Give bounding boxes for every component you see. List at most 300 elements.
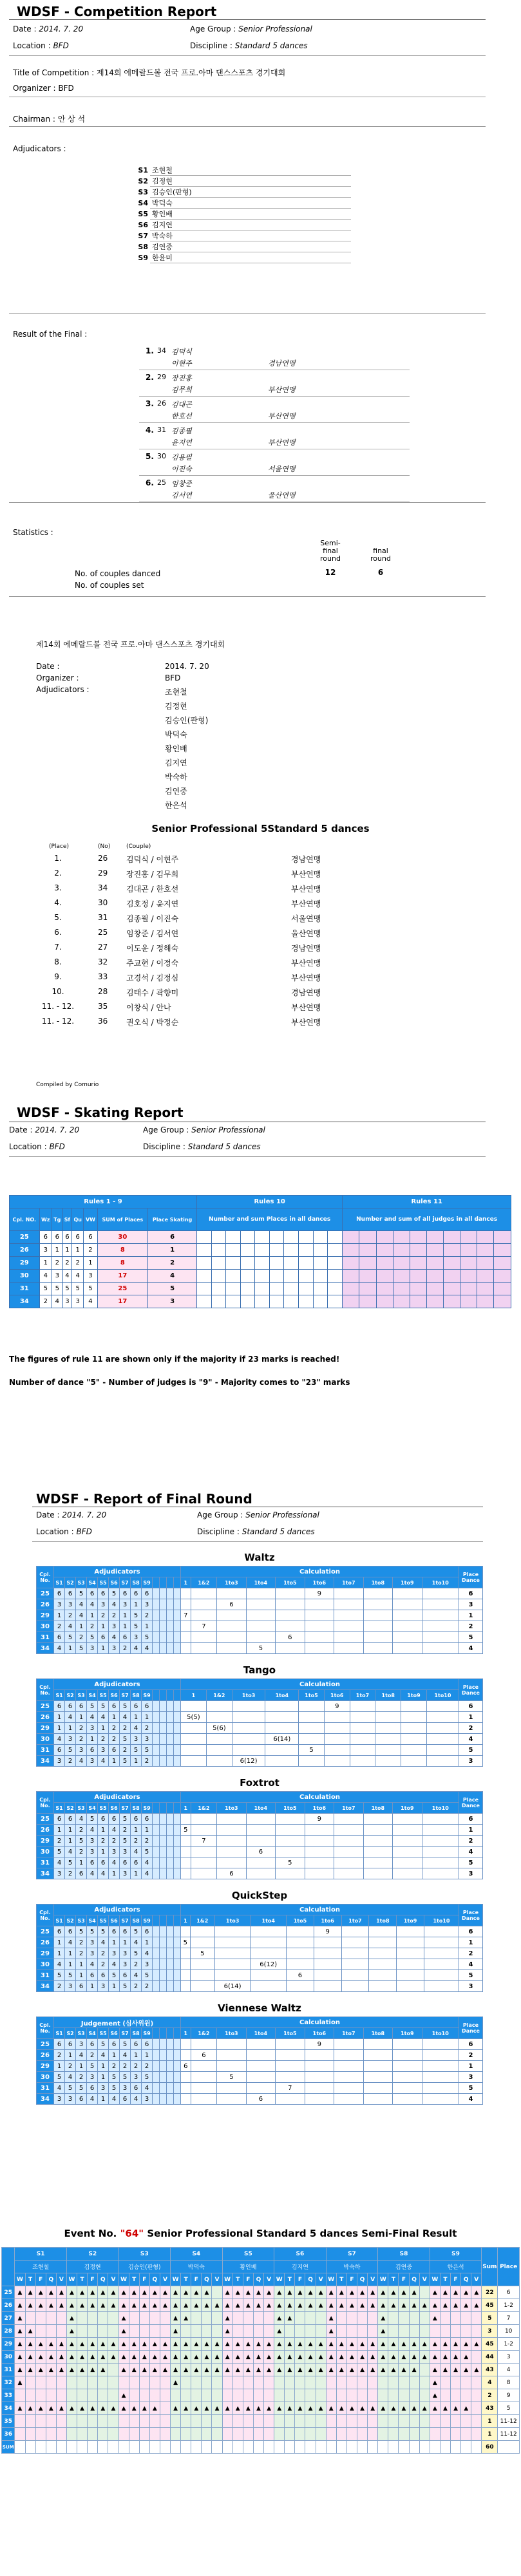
- skating-rule-cell: [269, 1257, 284, 1270]
- sf-mark: [316, 2389, 326, 2402]
- judge-mark: 6: [98, 1588, 109, 1599]
- sf-mark: [98, 2415, 108, 2428]
- sf-mark: ▲: [46, 2402, 56, 2415]
- sf-dance-letter: V: [160, 2273, 170, 2286]
- sf-mark: ▲: [25, 2325, 35, 2338]
- empty-cell: [174, 1745, 181, 1756]
- calc-cell: [299, 1701, 325, 1712]
- sf-mark: [108, 2415, 118, 2428]
- empty-cell: [153, 1836, 160, 1847]
- sf-mark: ▲: [222, 2299, 232, 2312]
- skating-rule-cell: [284, 1283, 299, 1295]
- sf-mark: [212, 2415, 222, 2428]
- sf-mark: [35, 2376, 46, 2389]
- sf-mark: [108, 2312, 118, 2325]
- sf-sum-cell: [88, 2441, 98, 2454]
- sf-mark: ▲: [129, 2299, 139, 2312]
- dance-place: 5: [459, 1857, 483, 1868]
- judge-mark: 2: [98, 1836, 109, 1847]
- sf-mark: ▲: [295, 2402, 305, 2415]
- judge-mark: 4: [131, 1937, 142, 1948]
- skating-rule-cell: [226, 1231, 241, 1244]
- judge-col-header: S3: [76, 1803, 87, 1814]
- judge-mark: 3: [54, 1868, 65, 1879]
- dance-row: [37, 1588, 483, 1599]
- results-row: [39, 987, 399, 1002]
- sf-mark: [202, 2415, 212, 2428]
- sf-mark: [336, 2376, 346, 2389]
- sf-mark: [357, 2415, 368, 2428]
- judge-mark: 2: [109, 1610, 120, 1621]
- empty-cell: [174, 1723, 181, 1734]
- sf-mark: ▲: [336, 2351, 346, 2364]
- calc-cell: [191, 1814, 217, 1825]
- results-number: 34: [98, 883, 108, 892]
- calc-cell: 7: [181, 1610, 191, 1621]
- sf-mark: ▲: [15, 2299, 25, 2312]
- skating-rule-cell: [298, 1257, 313, 1270]
- sf-sum-cell: [129, 2441, 139, 2454]
- dance-table: [36, 1678, 483, 1767]
- dance-row: [37, 1959, 483, 1970]
- results-couple: 김호정 / 윤지연: [126, 899, 179, 908]
- judge-col-header: S5: [98, 1915, 109, 1926]
- sf-mark: [108, 2428, 118, 2441]
- sf-mark: ▲: [409, 2299, 419, 2312]
- sf-dance-letter: W: [274, 2273, 285, 2286]
- sf-mark: [305, 2325, 316, 2338]
- skating-couple: 34: [10, 1295, 40, 1308]
- sf-mark: [202, 2428, 212, 2441]
- empty-cell: [160, 1959, 167, 1970]
- calc-cell: [393, 1825, 422, 1836]
- judge-mark: 4: [109, 1599, 120, 1610]
- dance-couple: 30: [37, 1959, 54, 1970]
- judge-mark: 1: [65, 1643, 76, 1654]
- location-value: BFD: [53, 41, 69, 50]
- dance-row: [37, 1632, 483, 1643]
- col-place-header: (Place): [49, 843, 69, 850]
- judge-col-header: S5: [98, 1690, 109, 1701]
- sf-mark: ▲: [202, 2364, 212, 2376]
- sf-mark: [409, 2389, 419, 2402]
- age-group: Age Group : Senior Professional: [190, 24, 312, 33]
- skating-rule-cell: [393, 1270, 410, 1283]
- sf-mark: ▲: [399, 2338, 409, 2351]
- sf-judge-code: S6: [274, 2248, 327, 2261]
- sf-mark: ▲: [46, 2364, 56, 2376]
- sf-dance-letter: F: [451, 2273, 461, 2286]
- calc-col-header: 1&2: [191, 1577, 217, 1588]
- judge-col-header: S3: [76, 1690, 87, 1701]
- sf-mark: ▲: [46, 2286, 56, 2299]
- sf-sum-cell: [160, 2441, 170, 2454]
- sf-mark: ▲: [409, 2364, 419, 2376]
- sf-mark: ▲: [98, 2286, 108, 2299]
- divider: [9, 596, 486, 597]
- empty-cell: [160, 1610, 167, 1621]
- stat-final-value: 6: [377, 568, 384, 577]
- sf-mark: ▲: [118, 2286, 129, 2299]
- sf-mark: ▲: [77, 2364, 88, 2376]
- sf-mark: ▲: [471, 2338, 482, 2351]
- sf-mark: [77, 2428, 88, 2441]
- calc-cell: [305, 1599, 334, 1610]
- skating-rule-cell: [298, 1295, 313, 1308]
- sf-dance-letter: V: [264, 2273, 274, 2286]
- sf-mark: [316, 2312, 326, 2325]
- results-number: 28: [98, 987, 108, 996]
- judge-mark: 6: [65, 2039, 76, 2050]
- sf-mark: ▲: [46, 2338, 56, 2351]
- sf-sum: 2: [482, 2389, 498, 2402]
- calc-cell: [363, 2083, 392, 2094]
- sf-mark: ▲: [171, 2312, 181, 2325]
- final-place: 1.: [146, 346, 154, 355]
- results-row: [39, 943, 399, 957]
- sf-mark: [253, 2428, 263, 2441]
- judge-mark: 1: [142, 1937, 153, 1948]
- sf-mark: ▲: [15, 2286, 25, 2299]
- calc-cell: 9: [305, 2039, 334, 2050]
- sf-mark: [171, 2415, 181, 2428]
- sf-mark: [181, 2389, 191, 2402]
- dance-title: Foxtrot: [240, 1777, 279, 1789]
- judge-mark: 2: [131, 1959, 142, 1970]
- dance-row: [37, 1847, 483, 1857]
- sf-couple-header: [2, 2248, 15, 2286]
- dance-couple: 25: [37, 1814, 54, 1825]
- adjudicator-name: 박덕숙: [150, 198, 351, 209]
- sf-mark: ▲: [430, 2389, 440, 2402]
- sf-mark: [202, 2389, 212, 2402]
- skating-col-header: Qu: [72, 1208, 84, 1231]
- sf-judge-name: 박숙하: [326, 2261, 378, 2273]
- calc-cell: [369, 1937, 397, 1948]
- sf-mark: ▲: [181, 2286, 191, 2299]
- results-number: 25: [98, 928, 108, 937]
- dance-row: [37, 1610, 483, 1621]
- empty-cell: [174, 1734, 181, 1745]
- judge-mark: 5: [120, 1734, 131, 1745]
- sf-mark: [35, 2325, 46, 2338]
- empty-cell: [167, 1825, 174, 1836]
- calc-cell: [350, 1701, 375, 1712]
- skating-rule-cell: [197, 1283, 212, 1295]
- final-leader: 김대곤: [171, 400, 192, 409]
- judge-col-header: S5: [98, 1803, 109, 1814]
- calc-cell: [214, 1937, 251, 1948]
- calc-cell: [276, 1814, 305, 1825]
- judge-mark: 1: [131, 1756, 142, 1767]
- judge-mark: 1: [131, 1599, 142, 1610]
- sf-mark: [15, 2415, 25, 2428]
- empty-cell: [153, 1959, 160, 1970]
- judge-mark: 1: [120, 1937, 131, 1948]
- adjudicator-code: S1: [138, 165, 148, 174]
- final-region: 서울연맹: [268, 465, 296, 473]
- calc-cell: [422, 1588, 459, 1599]
- sf-mark: [336, 2312, 346, 2325]
- place-dance-header: Place Dance: [459, 2017, 483, 2039]
- sf-sum-row-label: SUM: [2, 2441, 15, 2454]
- calc-cell: [363, 1814, 392, 1825]
- competition-report-title: WDSF - Competition Report: [17, 4, 217, 19]
- adjudicators-header: Adjudicators: [54, 1679, 181, 1690]
- sf-dance-letter: T: [336, 2273, 346, 2286]
- calc-cell: [181, 2083, 191, 2094]
- sf-mark: [471, 2402, 482, 2415]
- calc-cell: [334, 1868, 363, 1879]
- judge-mark: 1: [65, 1959, 76, 1970]
- calc-cell: [363, 1621, 392, 1632]
- judge-mark: 6: [54, 1814, 65, 1825]
- sf-mark: ▲: [471, 2286, 482, 2299]
- judge-col-empty: [174, 1690, 181, 1701]
- calc-cell: [251, 1926, 287, 1937]
- judge-col-header: S1: [54, 1577, 65, 1588]
- skating-dance-place: 6: [52, 1231, 62, 1244]
- skating-rule-cell: [343, 1257, 359, 1270]
- sf-mark: [77, 2312, 88, 2325]
- sf-mark: ▲: [388, 2286, 399, 2299]
- sf-mark: ▲: [326, 2299, 336, 2312]
- judge-mark: 5: [142, 2072, 153, 2083]
- calc-cell: [214, 1959, 251, 1970]
- sf-mark: [139, 2325, 149, 2338]
- sf-mark: ▲: [419, 2351, 430, 2364]
- judge-col-empty: [160, 2028, 167, 2039]
- skating-col-header: Cpl. NO.: [10, 1208, 40, 1231]
- judge-mark: 1: [142, 1825, 153, 1836]
- sf-sum-cell: [56, 2441, 66, 2454]
- divider: [9, 313, 486, 314]
- calc-cell: [369, 1959, 397, 1970]
- adjudicator-name: 김지연: [150, 220, 351, 230]
- skating-rule-cell: [443, 1295, 460, 1308]
- results-region: 경남연맹: [291, 988, 321, 997]
- empty-cell: [153, 1948, 160, 1959]
- dance-couple: 31: [37, 1632, 54, 1643]
- dance-row: [37, 1948, 483, 1959]
- dance-couple: 30: [37, 2072, 54, 2083]
- judge-mark: 6: [142, 2039, 153, 2050]
- judge-col-header: S9: [142, 2028, 153, 2039]
- sf-mark: [181, 2376, 191, 2389]
- judge-mark: 5: [131, 1926, 142, 1937]
- sf-judge-code: S4: [171, 2248, 223, 2261]
- sf-mark: [451, 2376, 461, 2389]
- judge-mark: 4: [98, 2050, 109, 2061]
- calc-cell: [276, 2061, 305, 2072]
- divider: [32, 1541, 483, 1542]
- calc-cell: [191, 2083, 217, 2094]
- sf-mark: [191, 2312, 202, 2325]
- calc-cell: [181, 1970, 191, 1981]
- final-round-dances: [36, 1552, 483, 2115]
- judge-mark: 2: [76, 1632, 87, 1643]
- sf-mark: [336, 2428, 346, 2441]
- results-region: 부산연맹: [291, 959, 321, 968]
- judge-col-empty: [167, 1915, 174, 1926]
- sf-mark: [212, 2376, 222, 2389]
- sf-mark: ▲: [274, 2402, 285, 2415]
- judge-mark: 4: [98, 1756, 109, 1767]
- adjudicator-name: 박숙하: [150, 230, 351, 241]
- sf-sum-cell: [409, 2441, 419, 2454]
- results-number: 30: [98, 898, 108, 907]
- skating-col-header: Place Skating: [148, 1208, 197, 1231]
- empty-cell: [167, 2083, 174, 2094]
- judge-mark: 5: [87, 1632, 98, 1643]
- empty-cell: [153, 1588, 160, 1599]
- dance-table: [36, 1566, 483, 1654]
- skating-rule-cell: [460, 1295, 477, 1308]
- calc-cell: [363, 1610, 392, 1621]
- sf-mark: [171, 2389, 181, 2402]
- sf-mark: ▲: [66, 2325, 77, 2338]
- judge-mark: 1: [109, 2050, 120, 2061]
- empty-cell: [167, 1847, 174, 1857]
- judge-mark: 1: [54, 1610, 65, 1621]
- sf-dance-letter: Q: [46, 2273, 56, 2286]
- skating-rule-cell: [477, 1270, 493, 1283]
- calc-cell: [305, 2072, 334, 2083]
- skating-rule-cell: [255, 1257, 270, 1270]
- judge-mark: 6: [87, 1745, 98, 1756]
- sf-sum-cell: [25, 2441, 35, 2454]
- final-number: 34: [157, 346, 166, 355]
- judge-mark: 1: [142, 2050, 153, 2061]
- calc-col-header: 1to3: [217, 1803, 246, 1814]
- judge-mark: 1: [131, 1712, 142, 1723]
- empty-cell: [160, 2050, 167, 2061]
- sf-couple: 36: [2, 2428, 15, 2441]
- sf-mark: ▲: [243, 2364, 253, 2376]
- adjudicator-row: [132, 252, 351, 263]
- sf-dance-letter: V: [212, 2273, 222, 2286]
- judge-mark: 6: [120, 1926, 131, 1937]
- skating-sum: 17: [97, 1270, 148, 1283]
- sf-mark: ▲: [232, 2402, 243, 2415]
- sf-mark: [461, 2415, 471, 2428]
- sf-mark: ▲: [326, 2364, 336, 2376]
- dance-row: [37, 1712, 483, 1723]
- sf-row: [2, 2351, 520, 2364]
- sf-mark: [346, 2376, 357, 2389]
- judge-mark: 1: [54, 2061, 65, 2072]
- judge-col-empty: [153, 2028, 160, 2039]
- dance-couple: 25: [37, 1926, 54, 1937]
- semi-title: Event No. "64" Senior Professional Standard 5 dances Semi-Final Result: [64, 2228, 457, 2239]
- judge-col-header: S2: [65, 1915, 76, 1926]
- final-partner: 이진숙: [171, 465, 192, 473]
- skating-rule-cell: [328, 1231, 343, 1244]
- empty-cell: [153, 1868, 160, 1879]
- judge-mark: 3: [65, 1734, 76, 1745]
- sf-mark: [232, 2389, 243, 2402]
- sf-sum-cell: [222, 2441, 232, 2454]
- sf-mark: ▲: [346, 2351, 357, 2364]
- sf-mark: [108, 2389, 118, 2402]
- sf-mark: ▲: [25, 2299, 35, 2312]
- sf-mark: ▲: [56, 2402, 66, 2415]
- dance-place: 6: [459, 1588, 483, 1599]
- adjudicator-code: S7: [138, 231, 148, 240]
- sf-mark: ▲: [305, 2286, 316, 2299]
- calc-cell: [214, 1948, 251, 1959]
- calc-cell: [206, 1734, 232, 1745]
- final-partner: 김서연: [171, 491, 192, 500]
- sf-dance-letter: V: [419, 2273, 430, 2286]
- skating-rule-cell: [269, 1270, 284, 1283]
- sf-mark: [305, 2428, 316, 2441]
- sf-mark: [285, 2415, 295, 2428]
- dance-row: [37, 2094, 483, 2105]
- sf-mark: ▲: [285, 2402, 295, 2415]
- sf-mark: ▲: [35, 2364, 46, 2376]
- judge-mark: 6: [76, 1701, 87, 1712]
- sf-dance-letter: W: [171, 2273, 181, 2286]
- place-dance-header: Place Dance: [459, 1904, 483, 1926]
- judge-mark: 6: [109, 1926, 120, 1937]
- judge-mark: 1: [98, 2061, 109, 2072]
- empty-cell: [160, 1857, 167, 1868]
- judge-mark: 4: [131, 1643, 142, 1654]
- judge-mark: 5: [142, 1632, 153, 1643]
- calc-cell: [324, 1756, 350, 1767]
- sf-mark: ▲: [56, 2338, 66, 2351]
- sf-mark: ▲: [191, 2351, 202, 2364]
- sf-mark: ▲: [388, 2402, 399, 2415]
- calc-cell: [181, 1836, 191, 1847]
- calc-col-header: 1to10: [422, 1577, 459, 1588]
- sf-mark: ▲: [357, 2286, 368, 2299]
- skating-rule-cell: [269, 1295, 284, 1308]
- calc-cell: [217, 2083, 246, 2094]
- sf-sum-cell: [295, 2441, 305, 2454]
- calc-cell: [424, 1937, 459, 1948]
- judge-col-header: S1: [54, 1803, 65, 1814]
- sf-mark: [399, 2415, 409, 2428]
- sf-mark: [471, 2428, 482, 2441]
- calc-col-header: 1to4: [251, 1915, 287, 1926]
- calc-cell: [334, 2072, 363, 2083]
- sf-mark: ▲: [243, 2351, 253, 2364]
- sf-mark: ▲: [451, 2299, 461, 2312]
- skating-rule-cell: [443, 1244, 460, 1257]
- sf-mark: ▲: [118, 2351, 129, 2364]
- judge-mark: 1: [142, 1712, 153, 1723]
- calc-cell: [393, 1610, 422, 1621]
- sf-mark: [264, 2376, 274, 2389]
- judge-mark: 5: [109, 2072, 120, 2083]
- dance-place: 1: [459, 1825, 483, 1836]
- judge-mark: 1: [109, 1756, 120, 1767]
- calc-col-header: 1: [181, 1690, 207, 1701]
- sf-mark: [471, 2376, 482, 2389]
- empty-cell: [174, 1621, 181, 1632]
- calc-col-header: 1to6: [305, 1577, 334, 1588]
- empty-cell: [167, 1981, 174, 1992]
- sf-mark: [212, 2389, 222, 2402]
- sf-sum: 45: [482, 2338, 498, 2351]
- calc-cell: [305, 1857, 334, 1868]
- calc-cell: [190, 1959, 214, 1970]
- sf-mark: ▲: [129, 2351, 139, 2364]
- sf-row: [2, 2312, 520, 2325]
- dance-place: 1: [459, 1937, 483, 1948]
